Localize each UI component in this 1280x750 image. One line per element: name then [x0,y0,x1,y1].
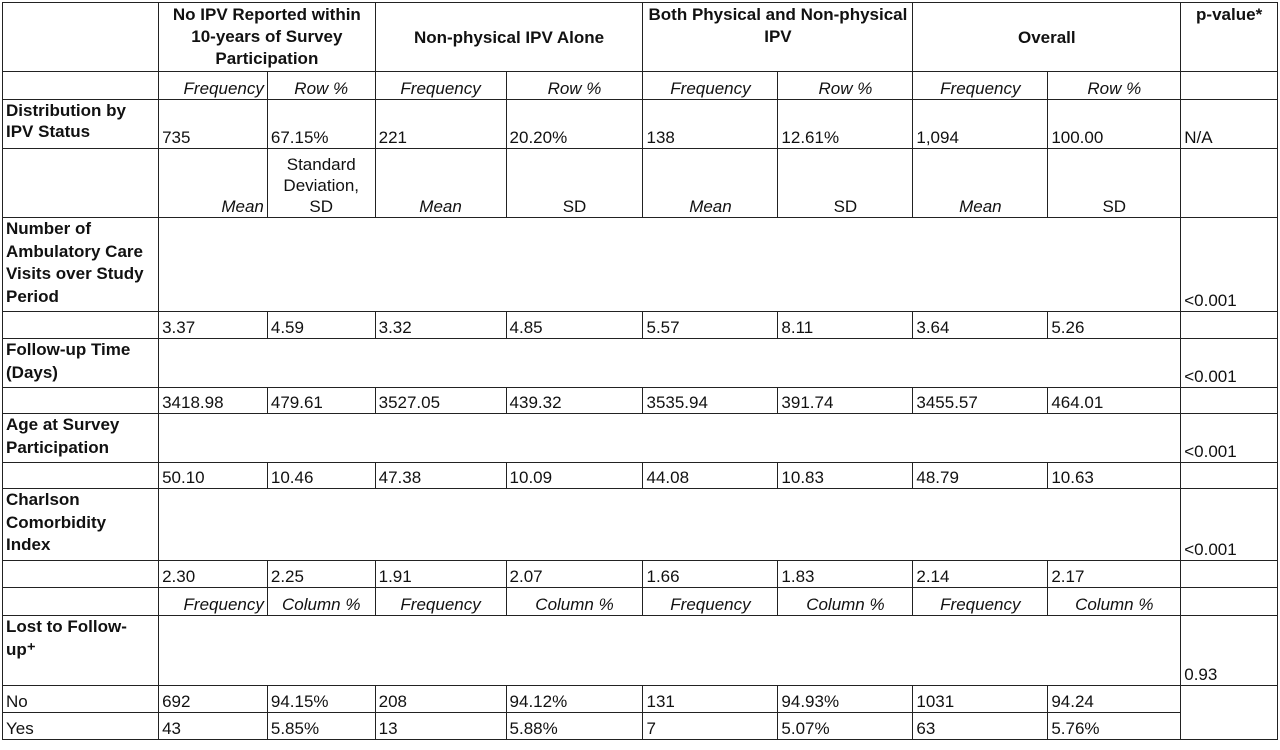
followup-values-row [3,388,1278,414]
age-label: Age at Survey Participation [3,414,159,463]
table-cell: 8.11 [778,312,913,339]
lost-pvalue: 0.93 [1181,616,1278,686]
table-cell: 2.30 [159,561,268,588]
blank-cell [3,561,159,588]
table-cell: 1.91 [375,561,506,588]
subheader-mean: Mean [913,149,1048,218]
table-cell: 50.10 [159,463,268,489]
subheader-freq: Frequency [913,72,1048,100]
blank-cell [3,149,159,218]
table-cell: 3527.05 [375,388,506,414]
table-cell: 3418.98 [159,388,268,414]
table-cell: 3455.57 [913,388,1048,414]
blank-cell [3,312,159,339]
blank-cell [1181,149,1278,218]
table-cell: 7 [643,713,778,740]
blank-span [159,339,1181,388]
table-cell: 3.64 [913,312,1048,339]
blank-span [159,414,1181,463]
blank-cell [3,388,159,414]
table-cell: 5.85% [267,713,375,740]
table-cell: 12.61% [778,100,913,149]
subheader-sd: SD [1048,149,1181,218]
subheader-freq: Frequency [159,588,268,616]
followup-label-row [3,339,1278,388]
header-pvalue: p-value* [1181,3,1278,72]
table-cell: 43 [159,713,268,740]
table-cell: 5.07% [778,713,913,740]
subheader-freq: Frequency [375,72,506,100]
table-cell: 94.15% [267,686,375,713]
blank-span [159,218,1181,312]
blank-cell [1181,388,1278,414]
table-cell: 44.08 [643,463,778,489]
lost-label: Lost to Follow-up⁺ [3,616,159,686]
table-cell: 10.63 [1048,463,1181,489]
table-cell: 131 [643,686,778,713]
header-both: Both Physical and Non-physical IPV [643,3,913,72]
subheader-row-freq [3,72,1278,100]
distribution-row [3,100,1278,149]
table-cell: 4.59 [267,312,375,339]
charlson-pvalue: <0.001 [1181,489,1278,561]
table-cell: 20.20% [506,100,643,149]
table-cell: 10.09 [506,463,643,489]
header-no-ipv: No IPV Reported within 10-years of Survey Participation [159,3,376,72]
table-cell: 4.85 [506,312,643,339]
followup-label: Follow-up Time (Days) [3,339,159,388]
age-values-row [3,463,1278,489]
subheader-sd: SD [778,149,913,218]
table-cell: 138 [643,100,778,149]
table-cell: 10.83 [778,463,913,489]
header-row [3,3,1278,72]
age-pvalue: <0.001 [1181,414,1278,463]
subheader-freq: Frequency [643,588,778,616]
lost-no-label: No [3,686,159,713]
ambulatory-pvalue: <0.001 [1181,218,1278,312]
header-nonphysical: Non-physical IPV Alone [375,3,643,72]
subheader-colpct: Column % [506,588,643,616]
header-blank [3,3,159,72]
table-cell: 2.14 [913,561,1048,588]
ambulatory-values-row [3,312,1278,339]
subheader-row-mean [3,149,1278,218]
ambulatory-label: Number of Ambulatory Care Visits over Study Period [3,218,159,312]
table-cell: 3.37 [159,312,268,339]
subheader-colpct: Column % [267,588,375,616]
table-cell: 3535.94 [643,388,778,414]
subheader-mean: Mean [375,149,506,218]
blank-cell [1181,72,1278,100]
subheader-rowpct: Row % [267,72,375,100]
subheader-colpct: Column % [778,588,913,616]
subheader-colpct: Column % [1048,588,1181,616]
blank-cell [1181,686,1278,740]
table-cell: 735 [159,100,268,149]
followup-pvalue: <0.001 [1181,339,1278,388]
blank-cell [3,72,159,100]
subheader-mean: Mean [159,149,268,218]
subheader-mean: Mean [643,149,778,218]
header-overall: Overall [913,3,1181,72]
table-cell: 1,094 [913,100,1048,149]
table-cell: 94.93% [778,686,913,713]
blank-cell [1181,588,1278,616]
age-label-row [3,414,1278,463]
table-cell: 2.07 [506,561,643,588]
subheader-freq: Frequency [159,72,268,100]
table-cell: 2.17 [1048,561,1181,588]
table-cell: 221 [375,100,506,149]
charlson-label-row [3,489,1278,561]
blank-span [159,489,1181,561]
table-cell: 13 [375,713,506,740]
blank-cell [1181,561,1278,588]
table-cell: 5.88% [506,713,643,740]
blank-span [159,616,1181,686]
table-cell: 1.66 [643,561,778,588]
subheader-rowpct: Row % [1048,72,1181,100]
blank-cell [3,463,159,489]
subheader-freq: Frequency [643,72,778,100]
table-cell: 464.01 [1048,388,1181,414]
lost-no-row [3,686,1278,713]
table-cell: 94.24 [1048,686,1181,713]
table-cell: 2.25 [267,561,375,588]
subheader-row-col [3,588,1278,616]
blank-cell [3,588,159,616]
table-cell: 5.76% [1048,713,1181,740]
table-cell: 391.74 [778,388,913,414]
blank-cell [1181,312,1278,339]
table-cell: 692 [159,686,268,713]
table-cell: 3.32 [375,312,506,339]
table-cell: 1.83 [778,561,913,588]
subheader-freq: Frequency [913,588,1048,616]
ambulatory-label-row [3,218,1278,312]
table-cell: 479.61 [267,388,375,414]
table-cell: 5.57 [643,312,778,339]
table-cell: 67.15% [267,100,375,149]
lost-label-row [3,616,1278,686]
table-cell: 63 [913,713,1048,740]
table-cell: 10.46 [267,463,375,489]
distribution-label: Distribution by IPV Status [3,100,159,149]
ipv-summary-table [2,2,1278,740]
subheader-rowpct: Row % [778,72,913,100]
table-cell: 5.26 [1048,312,1181,339]
table-cell: 48.79 [913,463,1048,489]
subheader-rowpct: Row % [506,72,643,100]
lost-yes-row [3,713,1278,740]
lost-yes-label: Yes [3,713,159,740]
subheader-sd: SD [506,149,643,218]
charlson-label: Charlson Comorbidity Index [3,489,159,561]
charlson-values-row [3,561,1278,588]
distribution-pvalue: N/A [1181,100,1278,149]
table-cell: 208 [375,686,506,713]
blank-cell [1181,463,1278,489]
table-cell: 100.00 [1048,100,1181,149]
table-cell: 47.38 [375,463,506,489]
subheader-sd-long: Standard Deviation, SD [267,149,375,218]
subheader-freq: Frequency [375,588,506,616]
table-cell: 1031 [913,686,1048,713]
table-cell: 94.12% [506,686,643,713]
table-cell: 439.32 [506,388,643,414]
